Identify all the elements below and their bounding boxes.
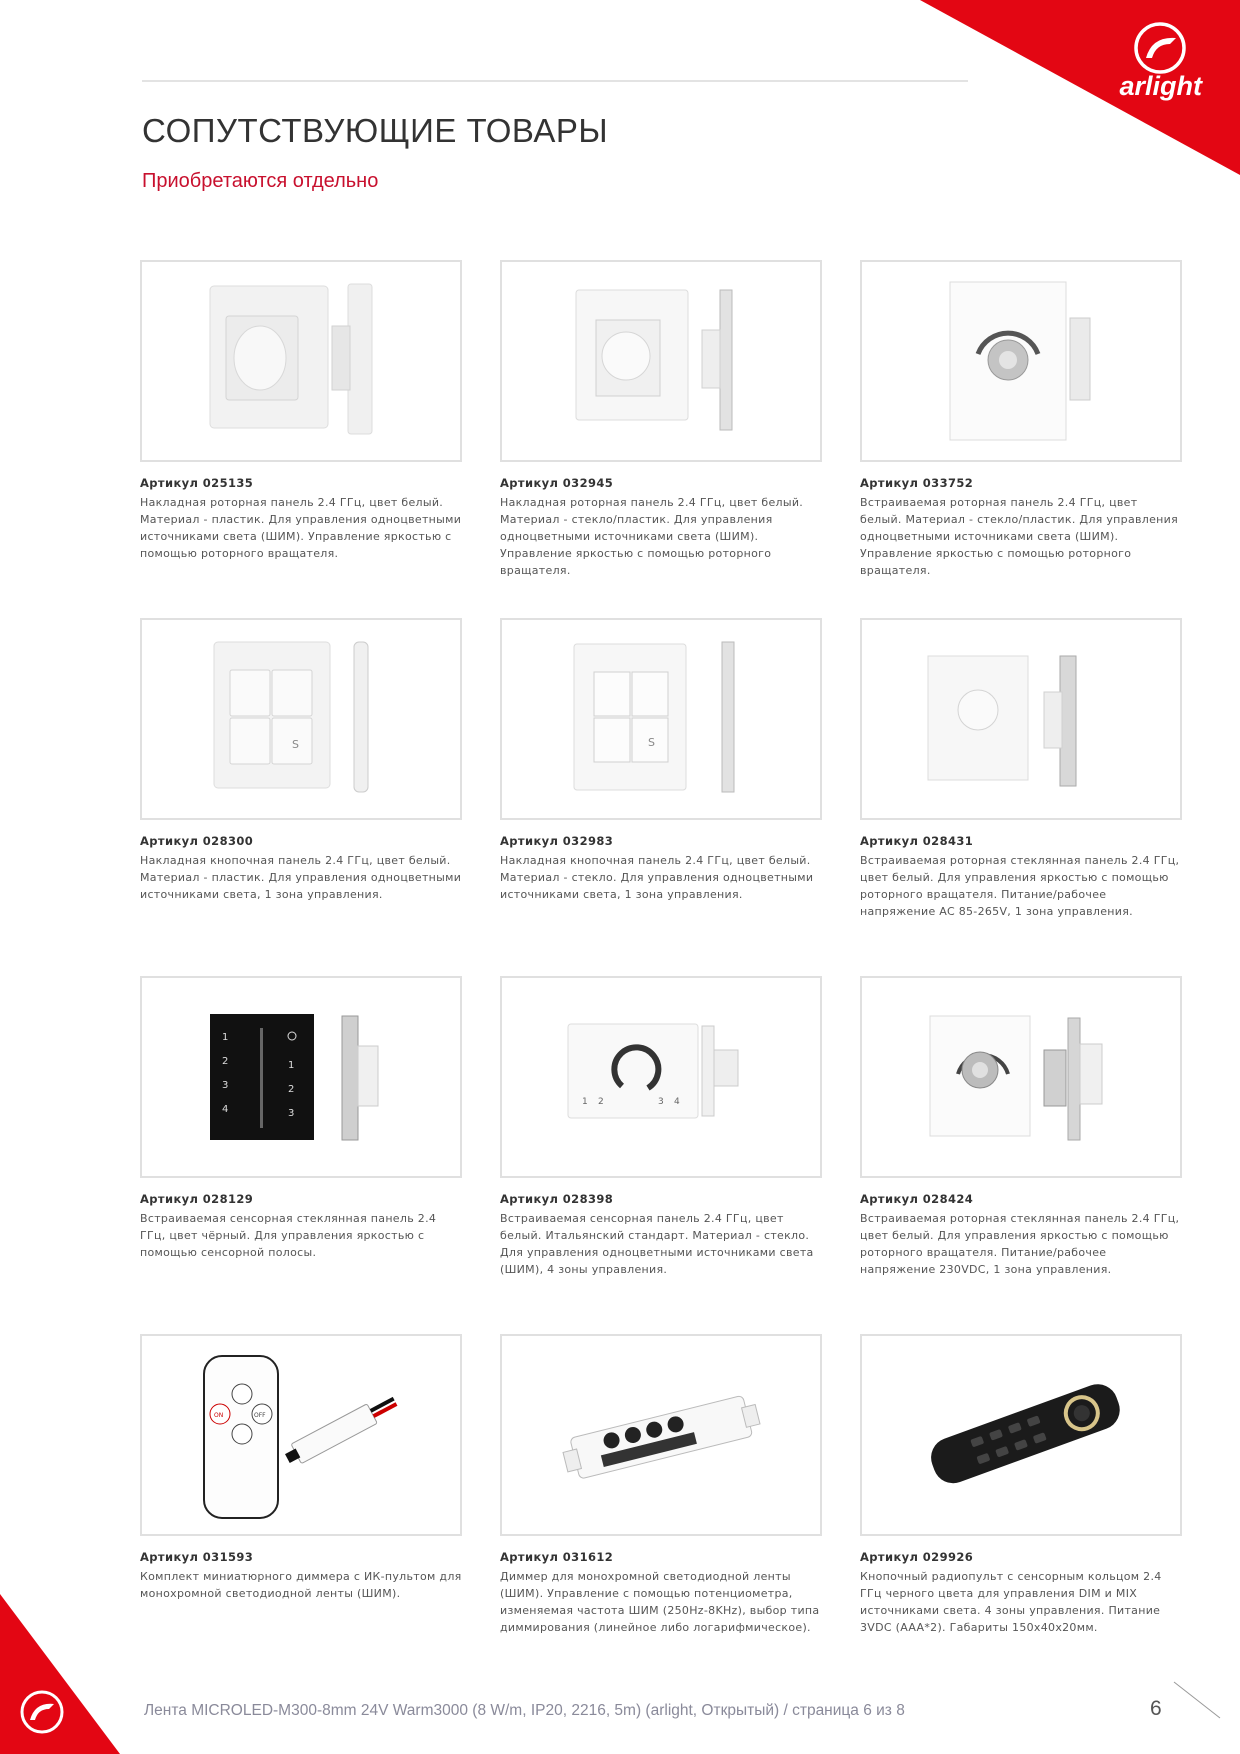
svg-text:1: 1 bbox=[288, 1060, 295, 1071]
svg-text:2: 2 bbox=[288, 1084, 295, 1095]
product-image-frame bbox=[500, 976, 822, 1178]
product-description: Кнопочный радиопульт с сенсорным кольцом 2.4 ГГц черного цвета для управления DIM и MIX источниками света. 4 зоны управления. Питание 3VDC (AAA*2). Габариты 150x40x20мм. bbox=[860, 1570, 1162, 1634]
product-image-frame bbox=[140, 260, 462, 462]
logo-wordmark: arlight bbox=[1119, 71, 1202, 101]
svg-text:3: 3 bbox=[658, 1097, 664, 1107]
svg-text:3: 3 bbox=[288, 1108, 295, 1119]
svg-text:4: 4 bbox=[222, 1104, 229, 1115]
page-title: СОПУТСТВУЮЩИЕ ТОВАРЫ bbox=[142, 112, 609, 149]
svg-text:S: S bbox=[648, 736, 655, 749]
product-image-frame bbox=[500, 618, 822, 820]
product-description: Накладная роторная панель 2.4 ГГц, цвет белый. Материал - стекло/пластик. Для управления одноцветными источниками света (ШИМ). Управление яркостью с помощью роторного вращателя. bbox=[500, 496, 804, 577]
product-image-frame bbox=[140, 976, 462, 1178]
product-sku: Артикул 028424 bbox=[860, 1192, 974, 1206]
product-sku: Артикул 031593 bbox=[140, 1550, 254, 1564]
product-description: Комплект миниатюрного диммера с ИК-пультом для монохромной светодиодной ленты (ШИМ). bbox=[140, 1570, 462, 1600]
svg-text:2: 2 bbox=[598, 1097, 604, 1107]
dimmer-module-image bbox=[502, 1336, 820, 1534]
rotary-knob-panel-image bbox=[862, 978, 1180, 1176]
product-sku: Артикул 029926 bbox=[860, 1550, 974, 1564]
button-panel-image bbox=[142, 620, 460, 818]
product-image-frame bbox=[860, 1334, 1182, 1536]
product-description: Накладная кнопочная панель 2.4 ГГц, цвет белый. Материал - стекло. Для управления одноцветными источниками света, 1 зона управления. bbox=[500, 854, 814, 901]
product-image-frame bbox=[860, 618, 1182, 820]
product-image-frame bbox=[140, 1334, 462, 1536]
product-sku: Артикул 028129 bbox=[140, 1192, 254, 1206]
product-image-frame bbox=[140, 618, 462, 820]
rotary-glass-panel-image bbox=[862, 620, 1180, 818]
svg-text:S: S bbox=[292, 738, 299, 751]
rotary-glass-panel-image bbox=[502, 262, 820, 460]
product-sku: Артикул 025135 bbox=[140, 476, 254, 490]
page-divider-line bbox=[1172, 1680, 1222, 1720]
product-description: Диммер для монохромной светодиодной ленты (ШИМ). Управление с помощью потенциометра, изменяемая частота ШИМ (250Hz-8KHz), выбор типа диммирования (линейное либо логарифмическое). bbox=[500, 1570, 820, 1634]
product-description: Встраиваемая сенсорная стеклянная панель 2.4 ГГц, цвет чёрный. Для управления яркостью с помощью сенсорной полосы. bbox=[140, 1212, 437, 1259]
corner-logo-banner bbox=[920, 0, 1240, 175]
page-subtitle: Приобретаются отдельно bbox=[142, 170, 379, 192]
product-image-frame bbox=[500, 1334, 822, 1536]
product-sku: Артикул 033752 bbox=[860, 476, 974, 490]
svg-text:OFF: OFF bbox=[254, 1412, 266, 1419]
product-image-frame bbox=[860, 260, 1182, 462]
product-description: Встраиваемая роторная стеклянная панель 2.4 ГГц, цвет белый. Для управления яркостью с помощью роторного вращателя. Питание/рабочее напряжение AC 85-265V, 1 зона управления. bbox=[860, 854, 1180, 918]
product-description: Встраиваемая роторная панель 2.4 ГГц, цвет белый. Материал - стекло/пластик. Для управления одноцветными источниками света (ШИМ). Управление яркостью с помощью роторного вращателя. bbox=[860, 496, 1179, 577]
ir-remote-kit-image bbox=[142, 1336, 460, 1534]
product-sku: Артикул 028300 bbox=[140, 834, 254, 848]
svg-text:3: 3 bbox=[222, 1080, 229, 1091]
svg-text:4: 4 bbox=[674, 1097, 680, 1107]
header-rule bbox=[142, 80, 968, 82]
product-image-frame bbox=[860, 976, 1182, 1178]
svg-text:1: 1 bbox=[582, 1097, 588, 1107]
footer-caption: Лента MICROLED-M300-8mm 24V Warm3000 (8 W/m, IP20, 2216, 5m) (arlight, Открытый) / страница 6 из 8 bbox=[144, 1702, 905, 1719]
product-description: Накладная роторная панель 2.4 ГГц, цвет белый. Материал - пластик. Для управления одноцветными источниками света (ШИМ). Управление яркостью с помощью роторного вращателя. bbox=[140, 496, 462, 560]
rf-remote-image bbox=[862, 1336, 1180, 1534]
product-sku: Артикул 028431 bbox=[860, 834, 974, 848]
rotary-panel-image bbox=[142, 262, 460, 460]
product-sku: Артикул 031612 bbox=[500, 1550, 614, 1564]
svg-text:2: 2 bbox=[222, 1056, 229, 1067]
product-description: Накладная кнопочная панель 2.4 ГГц, цвет белый. Материал - пластик. Для управления одноцветными источниками света, 1 зона управления. bbox=[140, 854, 462, 901]
svg-text:ON: ON bbox=[214, 1412, 224, 1419]
product-description: Встраиваемая сенсорная панель 2.4 ГГц, цвет белый. Итальянский стандарт. Материал - стекло. Для управления одноцветными источниками света (ШИМ), 4 зоны управления. bbox=[500, 1212, 814, 1276]
corner-logo-footer bbox=[0, 1594, 120, 1754]
touch-ring-panel-image bbox=[502, 978, 820, 1176]
product-sku: Артикул 032983 bbox=[500, 834, 614, 848]
product-sku: Артикул 032945 bbox=[500, 476, 614, 490]
button-glass-panel-image bbox=[502, 620, 820, 818]
product-sku: Артикул 028398 bbox=[500, 1192, 614, 1206]
svg-text:1: 1 bbox=[222, 1032, 229, 1043]
black-touch-panel-image bbox=[142, 978, 460, 1176]
product-description: Встраиваемая роторная стеклянная панель 2.4 ГГц, цвет белый. Для управления яркостью с помощью роторного вращателя. Питание/рабочее напряжение 230VDC, 1 зона управления. bbox=[860, 1212, 1180, 1276]
rotary-knob-panel-image bbox=[862, 262, 1180, 460]
product-image-frame bbox=[500, 260, 822, 462]
page-number: 6 bbox=[1150, 1697, 1162, 1720]
